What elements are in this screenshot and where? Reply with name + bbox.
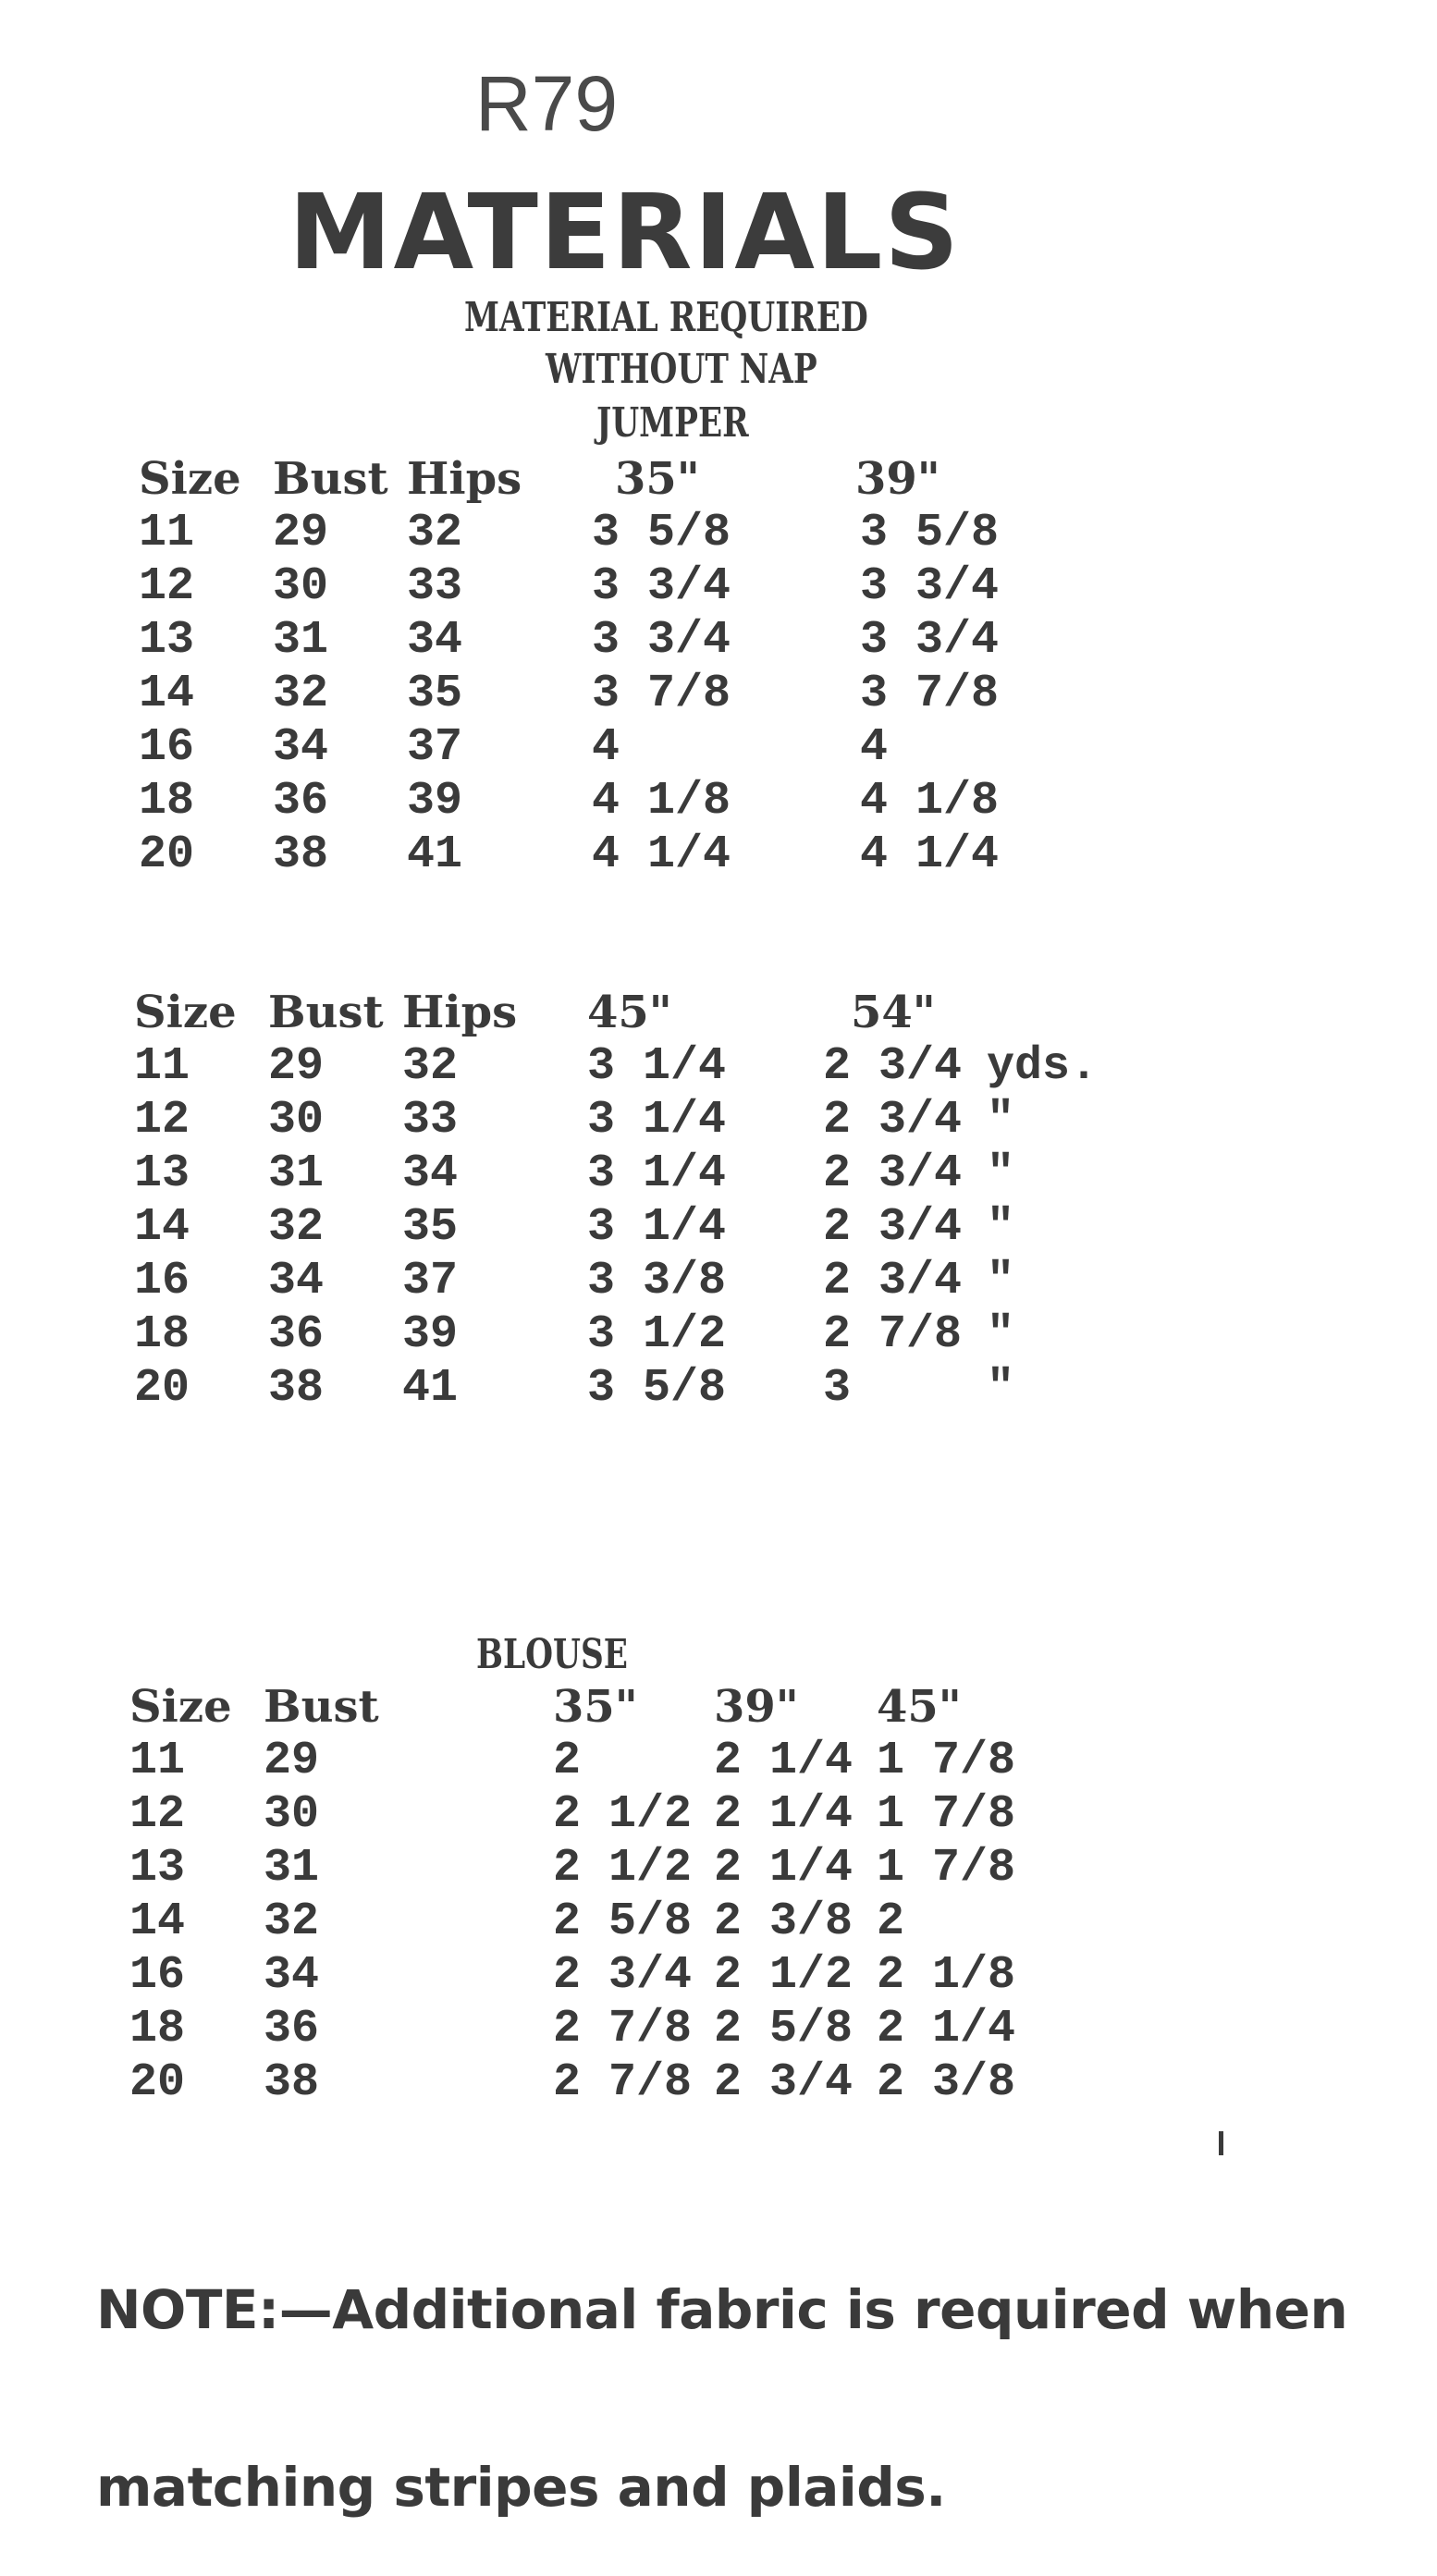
cell-bust: 36 xyxy=(273,775,329,828)
cell-size: 12 xyxy=(129,1788,186,1841)
header-35in: 35" xyxy=(553,1681,638,1733)
cell-39in: 4 1/4 xyxy=(860,828,1000,881)
subtitle-material-required: MATERIAL REQUIRED xyxy=(464,294,868,341)
cell-45in: 3 1/4 xyxy=(587,1201,727,1254)
cell-size: 13 xyxy=(134,1147,190,1200)
cell-size: 11 xyxy=(134,1040,190,1093)
cell-54in: 2 3/4 xyxy=(823,1094,963,1147)
cell-hips: 37 xyxy=(402,1255,459,1307)
cell-bust: 31 xyxy=(264,1842,320,1895)
pattern-code: R79 xyxy=(475,60,619,147)
cell-39in: 3 5/8 xyxy=(860,507,1000,559)
cell-bust: 36 xyxy=(264,2003,320,2055)
cell-39in: 2 5/8 xyxy=(714,2003,854,2055)
cell-hips: 39 xyxy=(402,1308,459,1361)
header-size: Size xyxy=(134,987,237,1038)
cell-35in: 2 1/2 xyxy=(553,1788,693,1841)
cell-size: 12 xyxy=(139,560,195,613)
cell-bust: 34 xyxy=(273,721,329,774)
header-39in: 39" xyxy=(855,453,940,505)
cell-54in: 2 3/4 xyxy=(823,1255,963,1307)
cell-size: 16 xyxy=(129,1949,186,2002)
cell-45in: 3 1/4 xyxy=(587,1147,727,1200)
cell-39in: 3 3/4 xyxy=(860,560,1000,613)
cell-39in: 3 7/8 xyxy=(860,668,1000,720)
cell-54in: 3 xyxy=(823,1362,852,1415)
note-line-2: matching stripes and plaids. xyxy=(96,2456,946,2519)
header-hips: Hips xyxy=(402,987,518,1038)
cell-bust: 38 xyxy=(273,828,329,881)
note-line-1: NOTE:—Additional fabric is required when xyxy=(96,2278,1348,2341)
cell-45in: 2 3/8 xyxy=(877,2056,1016,2109)
section-heading-jumper: JUMPER xyxy=(596,399,749,447)
cell-size: 20 xyxy=(129,2056,186,2109)
cell-35in: 3 7/8 xyxy=(592,668,731,720)
cell-size: 18 xyxy=(139,775,195,828)
cell-45in: 3 3/8 xyxy=(587,1255,727,1307)
cell-bust: 29 xyxy=(268,1040,325,1093)
cell-bust: 32 xyxy=(273,668,329,720)
cell-35in: 2 5/8 xyxy=(553,1895,693,1948)
stray-mark xyxy=(1219,2131,1223,2155)
cell-size: 14 xyxy=(129,1895,186,1948)
cell-size: 16 xyxy=(134,1255,190,1307)
cell-ditto: " xyxy=(987,1201,1015,1254)
header-35in: 35" xyxy=(615,453,700,505)
cell-size: 20 xyxy=(139,828,195,881)
cell-hips: 41 xyxy=(407,828,463,881)
cell-bust: 31 xyxy=(273,614,329,667)
cell-hips: 41 xyxy=(402,1362,459,1415)
header-size: Size xyxy=(139,453,241,505)
cell-39in: 2 1/2 xyxy=(714,1949,854,2002)
cell-size: 13 xyxy=(139,614,195,667)
cell-size: 20 xyxy=(134,1362,190,1415)
cell-bust: 32 xyxy=(268,1201,325,1254)
cell-hips: 32 xyxy=(402,1040,459,1093)
cell-45in: 3 1/4 xyxy=(587,1040,727,1093)
cell-ditto: " xyxy=(987,1255,1015,1307)
cell-35in: 2 1/2 xyxy=(553,1842,693,1895)
cell-35in: 3 3/4 xyxy=(592,560,731,613)
cell-bust: 30 xyxy=(268,1094,325,1147)
header-bust: Bust xyxy=(268,987,384,1038)
cell-54in: 2 3/4 xyxy=(823,1201,963,1254)
cell-54in: 2 3/4 xyxy=(823,1040,963,1093)
cell-ditto: " xyxy=(987,1094,1015,1147)
header-45in: 45" xyxy=(877,1681,962,1733)
cell-bust: 32 xyxy=(264,1895,320,1948)
cell-bust: 30 xyxy=(273,560,329,613)
cell-54in: 2 7/8 xyxy=(823,1308,963,1361)
subtitle-without-nap: WITHOUT NAP xyxy=(546,346,817,393)
cell-45in: 1 7/8 xyxy=(877,1788,1016,1841)
cell-bust: 29 xyxy=(264,1735,320,1787)
header-bust: Bust xyxy=(264,1681,379,1733)
cell-39in: 2 1/4 xyxy=(714,1788,854,1841)
cell-39in: 3 3/4 xyxy=(860,614,1000,667)
cell-size: 11 xyxy=(129,1735,186,1787)
fabric-note xyxy=(96,2162,1347,2576)
cell-39in: 2 1/4 xyxy=(714,1735,854,1787)
cell-bust: 29 xyxy=(273,507,329,559)
cell-bust: 38 xyxy=(264,2056,320,2109)
cell-size: 14 xyxy=(134,1201,190,1254)
cell-39in: 2 1/4 xyxy=(714,1842,854,1895)
cell-39in: 2 3/4 xyxy=(714,2056,854,2109)
cell-35in: 3 5/8 xyxy=(592,507,731,559)
cell-45in: 3 1/4 xyxy=(587,1094,727,1147)
cell-45in: 2 1/8 xyxy=(877,1949,1016,2002)
header-hips: Hips xyxy=(407,453,522,505)
cell-bust: 30 xyxy=(264,1788,320,1841)
cell-bust: 34 xyxy=(268,1255,325,1307)
cell-size: 18 xyxy=(129,2003,186,2055)
cell-hips: 39 xyxy=(407,775,463,828)
cell-45in: 1 7/8 xyxy=(877,1842,1016,1895)
cell-size: 16 xyxy=(139,721,195,774)
cell-39in: 2 3/8 xyxy=(714,1895,854,1948)
section-heading-blouse: BLOUSE xyxy=(476,1631,628,1678)
cell-ditto: " xyxy=(987,1362,1015,1415)
cell-unit: yds. xyxy=(987,1040,1099,1093)
header-54in: 54" xyxy=(851,987,936,1038)
cell-bust: 31 xyxy=(268,1147,325,1200)
cell-39in: 4 1/8 xyxy=(860,775,1000,828)
header-bust: Bust xyxy=(273,453,388,505)
cell-54in: 2 3/4 xyxy=(823,1147,963,1200)
cell-ditto: " xyxy=(987,1308,1015,1361)
header-45in: 45" xyxy=(587,987,672,1038)
cell-size: 13 xyxy=(129,1842,186,1895)
cell-hips: 32 xyxy=(407,507,463,559)
cell-bust: 36 xyxy=(268,1308,325,1361)
cell-35in: 4 1/8 xyxy=(592,775,731,828)
cell-size: 14 xyxy=(139,668,195,720)
cell-hips: 35 xyxy=(407,668,463,720)
cell-45in: 2 1/4 xyxy=(877,2003,1016,2055)
cell-size: 11 xyxy=(139,507,195,559)
cell-hips: 35 xyxy=(402,1201,459,1254)
cell-45in: 3 1/2 xyxy=(587,1308,727,1361)
cell-hips: 34 xyxy=(402,1147,459,1200)
cell-35in: 2 xyxy=(553,1735,582,1787)
cell-hips: 33 xyxy=(407,560,463,613)
page-title: MATERIALS xyxy=(289,173,961,293)
cell-bust: 34 xyxy=(264,1949,320,2002)
cell-35in: 3 3/4 xyxy=(592,614,731,667)
cell-35in: 2 3/4 xyxy=(553,1949,693,2002)
cell-35in: 2 7/8 xyxy=(553,2003,693,2055)
cell-35in: 4 1/4 xyxy=(592,828,731,881)
header-size: Size xyxy=(129,1681,232,1733)
cell-hips: 33 xyxy=(402,1094,459,1147)
header-39in: 39" xyxy=(714,1681,799,1733)
cell-size: 18 xyxy=(134,1308,190,1361)
cell-size: 12 xyxy=(134,1094,190,1147)
cell-35in: 2 7/8 xyxy=(553,2056,693,2109)
cell-hips: 34 xyxy=(407,614,463,667)
cell-bust: 38 xyxy=(268,1362,325,1415)
cell-ditto: " xyxy=(987,1147,1015,1200)
cell-39in: 4 xyxy=(860,721,889,774)
cell-hips: 37 xyxy=(407,721,463,774)
cell-45in: 3 5/8 xyxy=(587,1362,727,1415)
cell-45in: 1 7/8 xyxy=(877,1735,1016,1787)
cell-35in: 4 xyxy=(592,721,620,774)
cell-45in: 2 xyxy=(877,1895,905,1948)
